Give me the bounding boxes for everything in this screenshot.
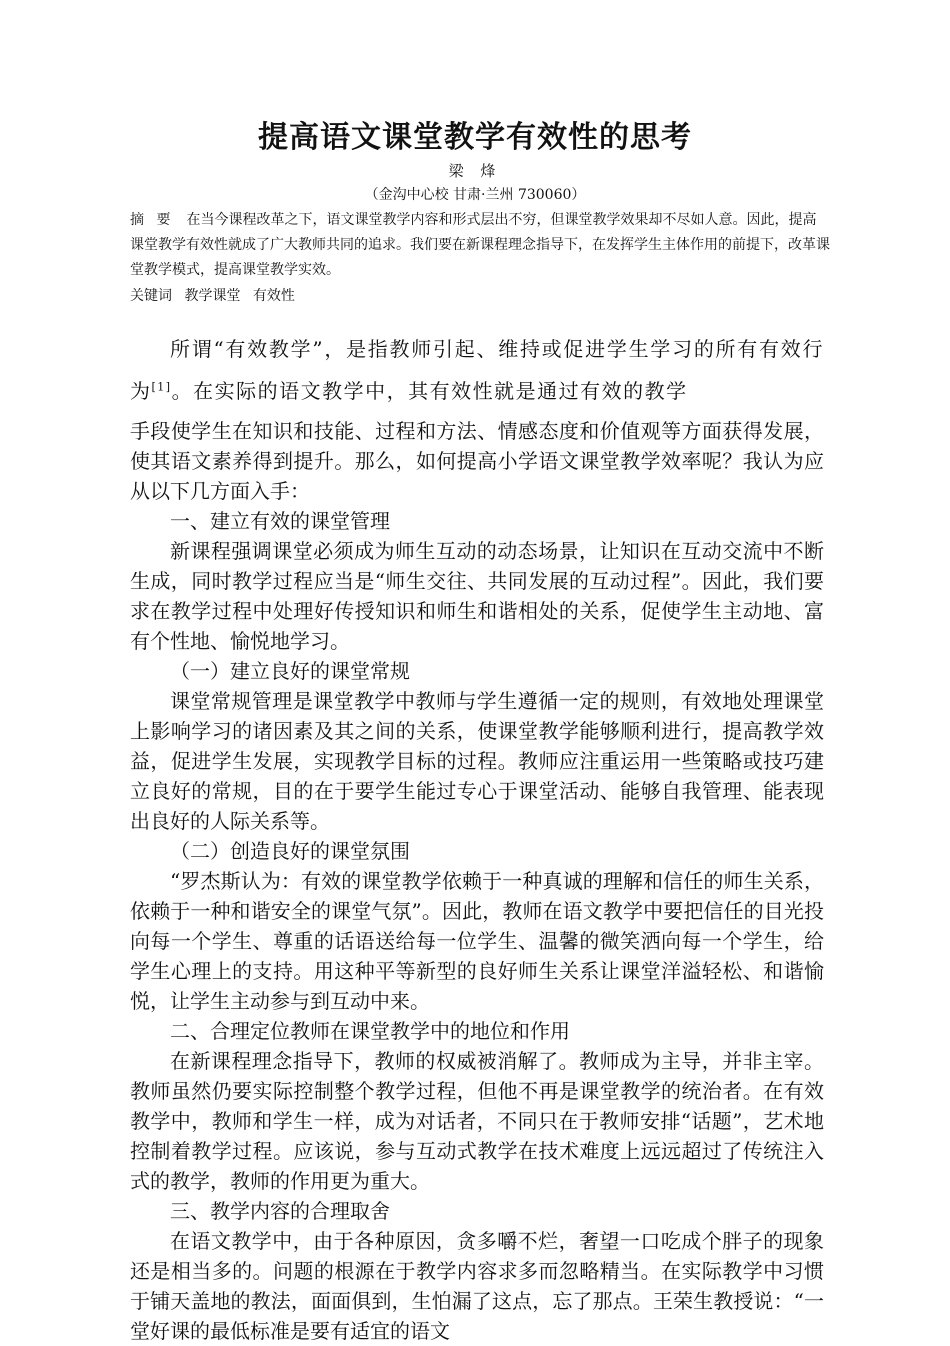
lead-text-after: 。在实际的语文教学中，其有效性就是通过有效的教学 [171,379,688,403]
footnote-ref: [1] [151,380,172,394]
section-heading: 三、教学内容的合理取舍 [170,1199,390,1223]
lead-paragraph [130,328,824,412]
keywords-label: 关键词 [130,288,172,304]
section-heading: 一、建立有效的课堂管理 [170,509,390,533]
paragraph: 在新课程理念指导下，教师的权威被消解了。教师成为主导，并非主宰。教师虽然仍要实际控制整个教学过程，但他不再是课堂教学的统治者。在有效教学中，教师和学生一样，成为对话者，不同只在于教师安排“话题”，艺术地控制着教学过程。应该说，参与互动式教学在技术难度上远远超过了传统注入式的教学，教师的作用更为重大。 [130,1049,824,1193]
author: 梁 烽 [448,162,502,180]
page-title: 提高语文课堂教学有效性的思考 [258,120,692,155]
abstract [130,208,830,283]
paragraph: 新课程强调课堂必须成为师生互动的动态场景，让知识在互动交流中不断生成，同时教学过程应当是“师生交往、共同发展的互动过程”。因此，我们要求在教学过程中处理好传授知识和师生和谐相处的关系，促使学生主动地、富有个性地、愉悦地学习。 [130,539,824,653]
abstract-text: 在当今课程改革之下，语文课堂教学内容和形式层出不穷，但课堂教学效果却不尽如人意。因此，提高课堂教学有效性就成了广大教师共同的追求。我们要在新课程理念指导下，在发挥学生主体作用的前提下，改革课堂教学模式，提高课堂教学实效。 [130,212,830,278]
keyword-item: 有效性 [252,288,295,304]
paragraph: “罗杰斯认为：有效的课堂教学依赖于一种真诚的理解和信任的师生关系，依赖于一种和谐安全的课堂气氛”。因此，教师在语文教学中要把信任的目光投向每一个学生、尊重的话语送给每一位学生、温馨的微笑洒向每一个学生，给学生心理上的支持。用这种平等新型的良好师生关系让课堂洋溢轻松、和谐愉悦，让学生主动参与到互动中来。 [130,869,824,1013]
keyword-item: 教学课堂 [184,288,241,304]
subsection-heading: （一）建立良好的课堂常规 [170,659,410,683]
abstract-label: 摘 要 [130,212,175,228]
paragraph: 课堂常规管理是课堂教学中教师与学生遵循一定的规则，有效地处理课堂上影响学习的诸因素及其之间的关系，使课堂教学能够顺利进行，提高教学效益，促进学生发展，实现教学目标的过程。教师应注重运用一些策略或技巧建立良好的常规，目的在于要学生能过专心于课堂活动、能够自我管理、能表现出良好的人际关系等。 [130,689,824,833]
article-body [130,328,824,1346]
affiliation: （金沟中心校 甘肃·兰州 730060） [364,187,586,203]
keywords [130,285,830,307]
section-heading: 二、合理定位教师在课堂教学中的地位和作用 [170,1019,570,1043]
lead-text-before: 所谓“有效教学”，是指教师引起、维持或促进学生学习的所有有效行为 [130,337,824,403]
subsection-heading: （二）创造良好的课堂氛围 [170,839,410,863]
paragraph: 在语文教学中，由于各种原因，贪多嚼不烂，奢望一口吃成个胖子的现象还是相当多的。问题的根源在于教学内容求多而忽略精当。在实际教学中习惯于铺天盖地的教法，面面俱到，生怕漏了这点，忘了那点。王荣生教授说：“一堂好课的最低标准是要有适宜的语文 [130,1229,824,1343]
paragraph: 手段使学生在知识和技能、过程和方法、情感态度和价值观等方面获得发展，使其语文素养得到提升。那么，如何提高小学语文课堂教学效率呢？我认为应从以下几方面入手： [130,419,824,503]
